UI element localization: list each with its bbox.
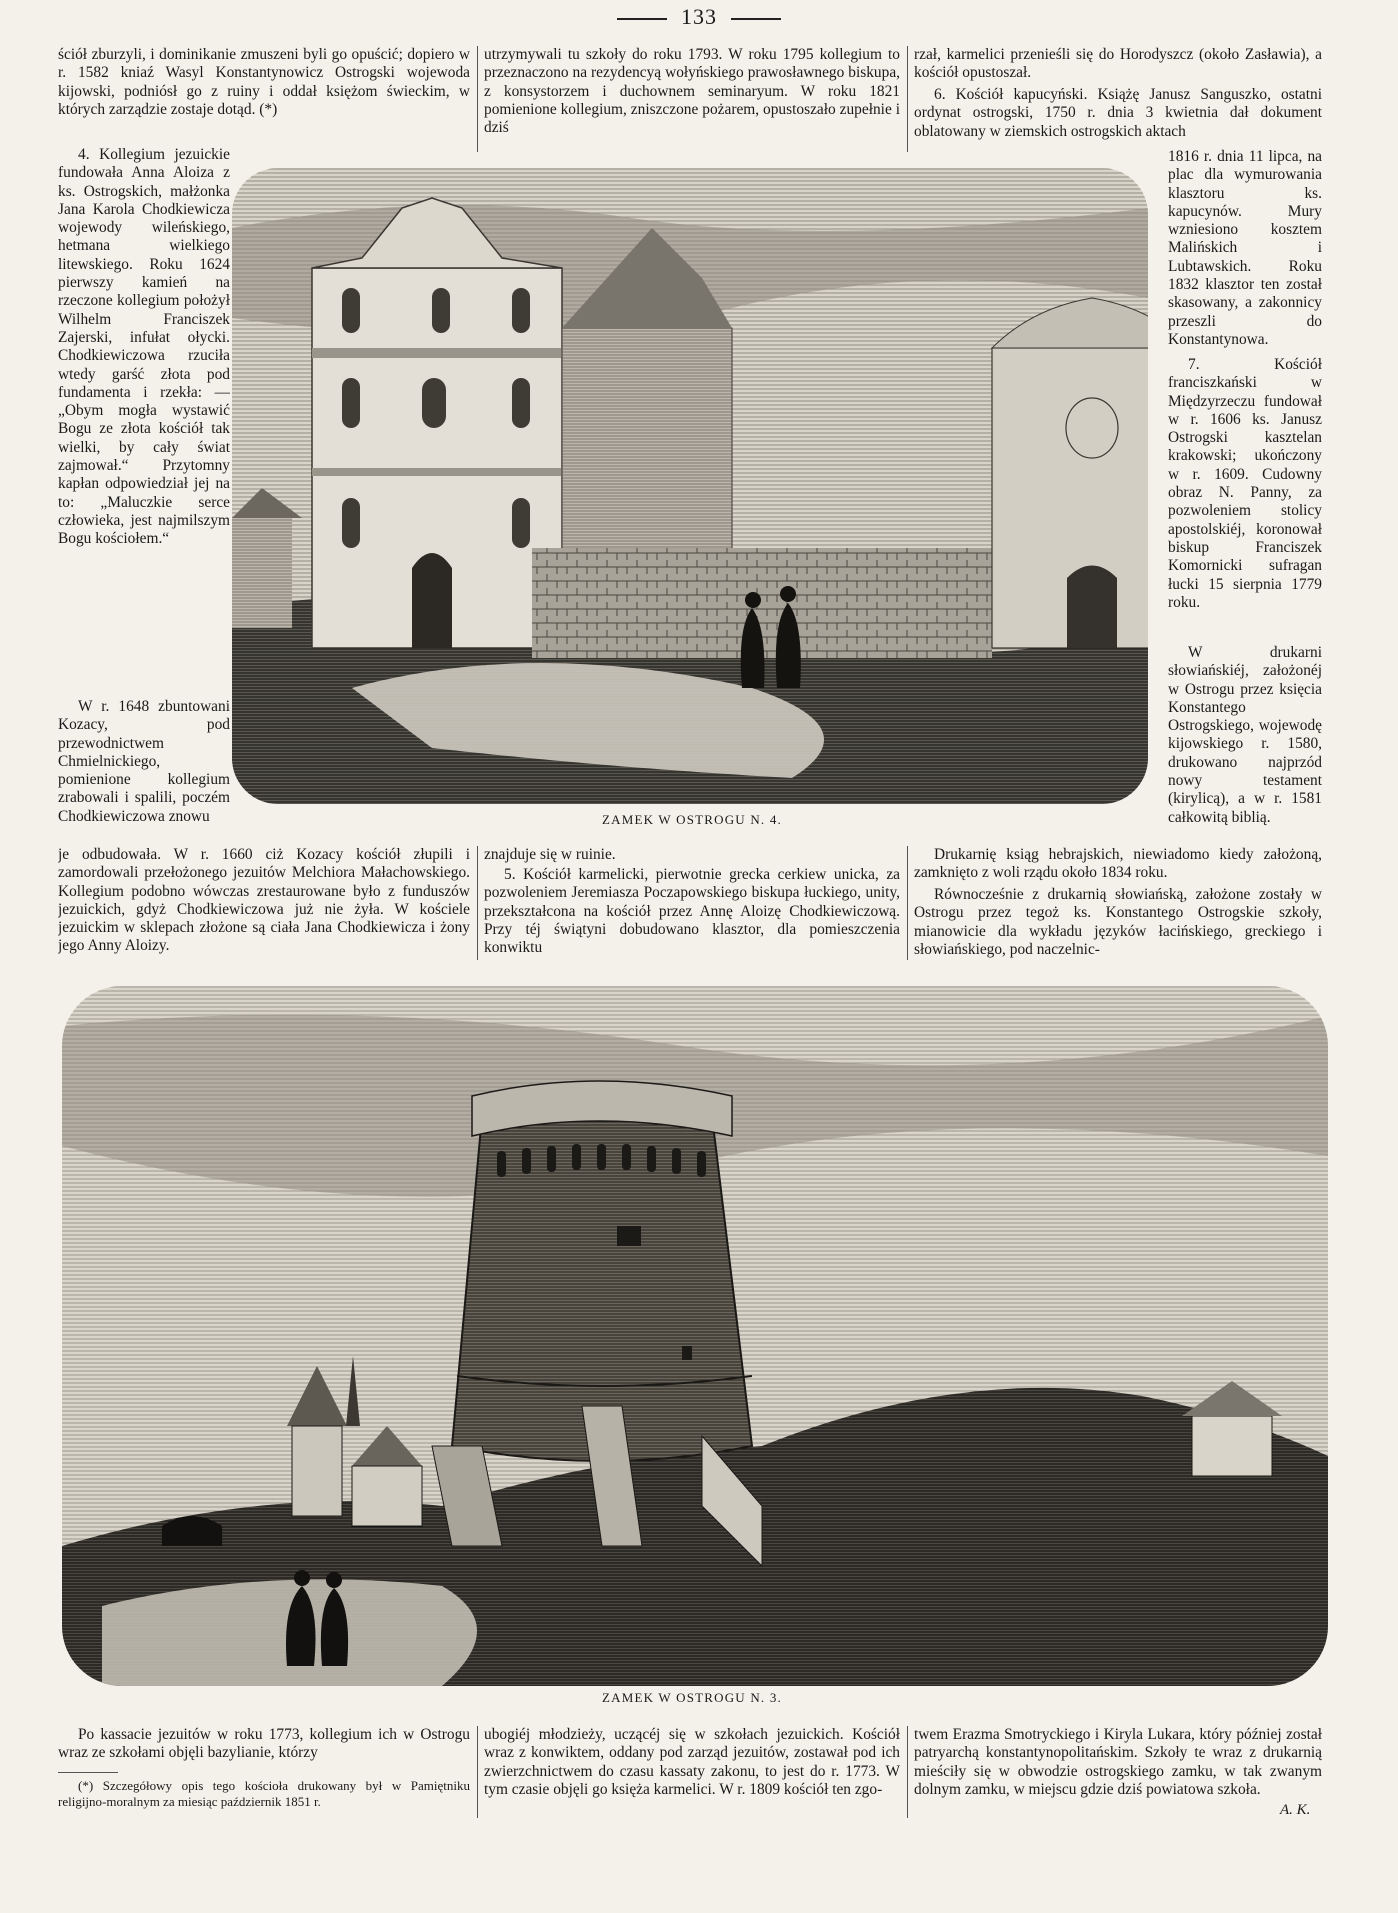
- top-col1-para4: je odbudowała. W r. 1660 ciż Kozacy kościół złupili i zamordowali przełożonego jezuitów Melchiora Małachowskiego. Kollegium podobno wówczas zrestaurowane było z funduszów jezuickich, gdyż Chodkiewiczowa już nie żyła. W kościele jezuickim w sklepach złożone są ciała Jana Chodkiewicza i żony jego Anny Aloizy.: [58, 846, 470, 955]
- top-col3-para1: rzał, karmelici przenieśli się do Horodyszcz (około Zasławia), a kościół opustoszał.: [914, 46, 1322, 82]
- author-signature: A. K.: [1280, 1802, 1311, 1818]
- top-col3-para7: Równocześnie z drukarnią słowiańską, założone zostały w Ostrogu przez tegoż ks. Konstantego Ostrogskie szkoły, mianowicie dla wykładu języków łacińskiego, greckiego i słowiańskiego, pod naczelnic-: [914, 886, 1322, 958]
- top-col3-para6: Drukarnię ksiąg hebrajskich, niewiadomo kiedy założoną, zamknięto z woli rządu około 1834 roku.: [914, 846, 1322, 882]
- column-rule: [907, 846, 908, 960]
- footnote-rule: [58, 1772, 118, 1773]
- column-rule: [907, 46, 908, 152]
- top-col3-para3: 1816 r. dnia 11 lipca, na plac dla wymurowania klasztoru ks. kapucynów. Mury wzniesiono kosztem Malińskich i Lubtawskich. Roku 1832 klasztor ten został skasowany, a zakonnicy przeszli do Konstantynowa.: [1168, 148, 1322, 348]
- bottom-col1: Po kassacie jezuitów w roku 1773, kollegium ich w Ostrogu wraz ze szkołami objęli bazylianie, którzy: [58, 1726, 470, 1762]
- column-rule: [477, 846, 478, 960]
- column-rule: [477, 46, 478, 152]
- column-rule: [907, 1726, 908, 1818]
- top-col2-para2: znajduje się w ruinie.: [484, 846, 616, 863]
- top-col3-para4: 7. Kościół franciszkański w Międzyrzeczu fundował w r. 1606 ks. Janusz Ostrogski kasztelan krakowski; ukończony w r. 1609. Cudowny obraz N. Panny, za pozwoleniem stolicy apostolskiéj, koronował biskup Franciszek Komornicki sufragan łucki 15 sierpnia 1779 roku.: [1168, 356, 1322, 611]
- top-col1-para2: 4. Kollegium jezuickie fundowała Anna Aloiza z ks. Ostrogskich, małżonka Jana Karola Chodkiewicza wojewody wileńskiego, hetmana wielkiego litewskiego. Roku 1624 pierwszy kamień na rzeczone kollegium położył Wilhelm Franciszek Zajerski, infułat ołycki. Chodkiewiczowa rzuciła wtedy garść złota pod fundamenta i rzekła: — „Obym mogła wystawić Bogu ze złota kościół tak wielki, by cały świat zajmował.“ Przytomny kapłan odpowiedział jej na to: „Maluczkie serce człowieka, jest najmilszym Bogu kościołem.“: [58, 146, 230, 548]
- bottom-col2: ubogiéj młodzieży, uczącéj się w szkołach jezuickich. Kościół wraz z konwiktem, oddany pod zarząd jezuitów, zostawał pod ich zwierzchnictwem do czasu kassaty zakonu, to jest do r. 1773. W tym czasie objęli go księża karmelici. W r. 1809 kościół ten zgo-: [484, 1726, 900, 1798]
- figure1-caption: ZAMEK W OSTROGU N. 4.: [601, 812, 782, 827]
- footnote: (*) Szczegółowy opis tego kościoła drukowany był w Pamiętniku religijno-moralnym za miesiąc październik 1851 r.: [58, 1778, 470, 1809]
- engraving-round-tower: [62, 986, 1328, 1686]
- top-col1-para3: W r. 1648 zbuntowani Kozacy, pod przewodnictwem Chmielnickiego, pomienione kollegium zrabowali i spalili, poczém Chodkiewiczowa znowu: [58, 698, 230, 825]
- bottom-col3: twem Erazma Smotryckiego i Kiryla Lukara, który później został patryarchą konstantynopolitańskim. Szkoły te wraz z drukarnią mieściły się w obwodzie ostrogskiego zamku, w tak zwanym dolnym zamku, w miejscu gdzie dziś powiatowa szkoła.: [914, 1726, 1322, 1798]
- top-col3-para2: 6. Kościół kapucyński. Książę Janusz Sanguszko, ostatni ordynat ostrogski, 1750 r. dnia 3 kwietnia dał dokument oblatowany w ziemskich ostrogskich aktach: [914, 86, 1322, 140]
- top-col2-para1: utrzymywali tu szkoły do roku 1793. W roku 1795 kollegium to przeznaczono na rezydencyą wołyńskiego prawosławnego biskupa, z konsystorzem i duchownem seminaryum. W roku 1821 pomienione kollegium, zniszczone pożarem, opustoszało zupełnie i dziś: [484, 46, 900, 137]
- page-number: 133: [0, 4, 1398, 30]
- engraving-church-ruins: [232, 168, 1148, 804]
- top-col3-para5: W drukarni słowiańskiéj, założonéj w Ostrogu przez księcia Konstantego Ostrogskiego, wojewodę kijowskiego r. 1580, drukowano najprzód nowy testament (kirylicą), a w r. 1581 całkowitą biblią.: [1168, 644, 1322, 826]
- column-rule: [477, 1726, 478, 1818]
- top-col1-para1: ściół zburzyli, i dominikanie zmuszeni byli go opuścić; dopiero w r. 1582 kniaź Wasyl Konstantynowicz Ostrogski wojewoda kijowski, podniósł go z ruiny i oddał księżom świeckim, w których zarządzie zostaje dotąd. (*): [58, 46, 470, 118]
- top-col2-para3: 5. Kościół karmelicki, pierwotnie grecka cerkiew unicka, za pozwoleniem Jeremiasza Poczapowskiego biskupa łuckiego, unity, przekształcona na kościół przez Annę Aloizę Chodkiewiczową. Przy téj świątyni dobudowano klasztor, dla pomieszczenia konwiktu: [484, 866, 900, 957]
- figure2-caption: ZAMEK W OSTROGU N. 3.: [601, 1690, 782, 1705]
